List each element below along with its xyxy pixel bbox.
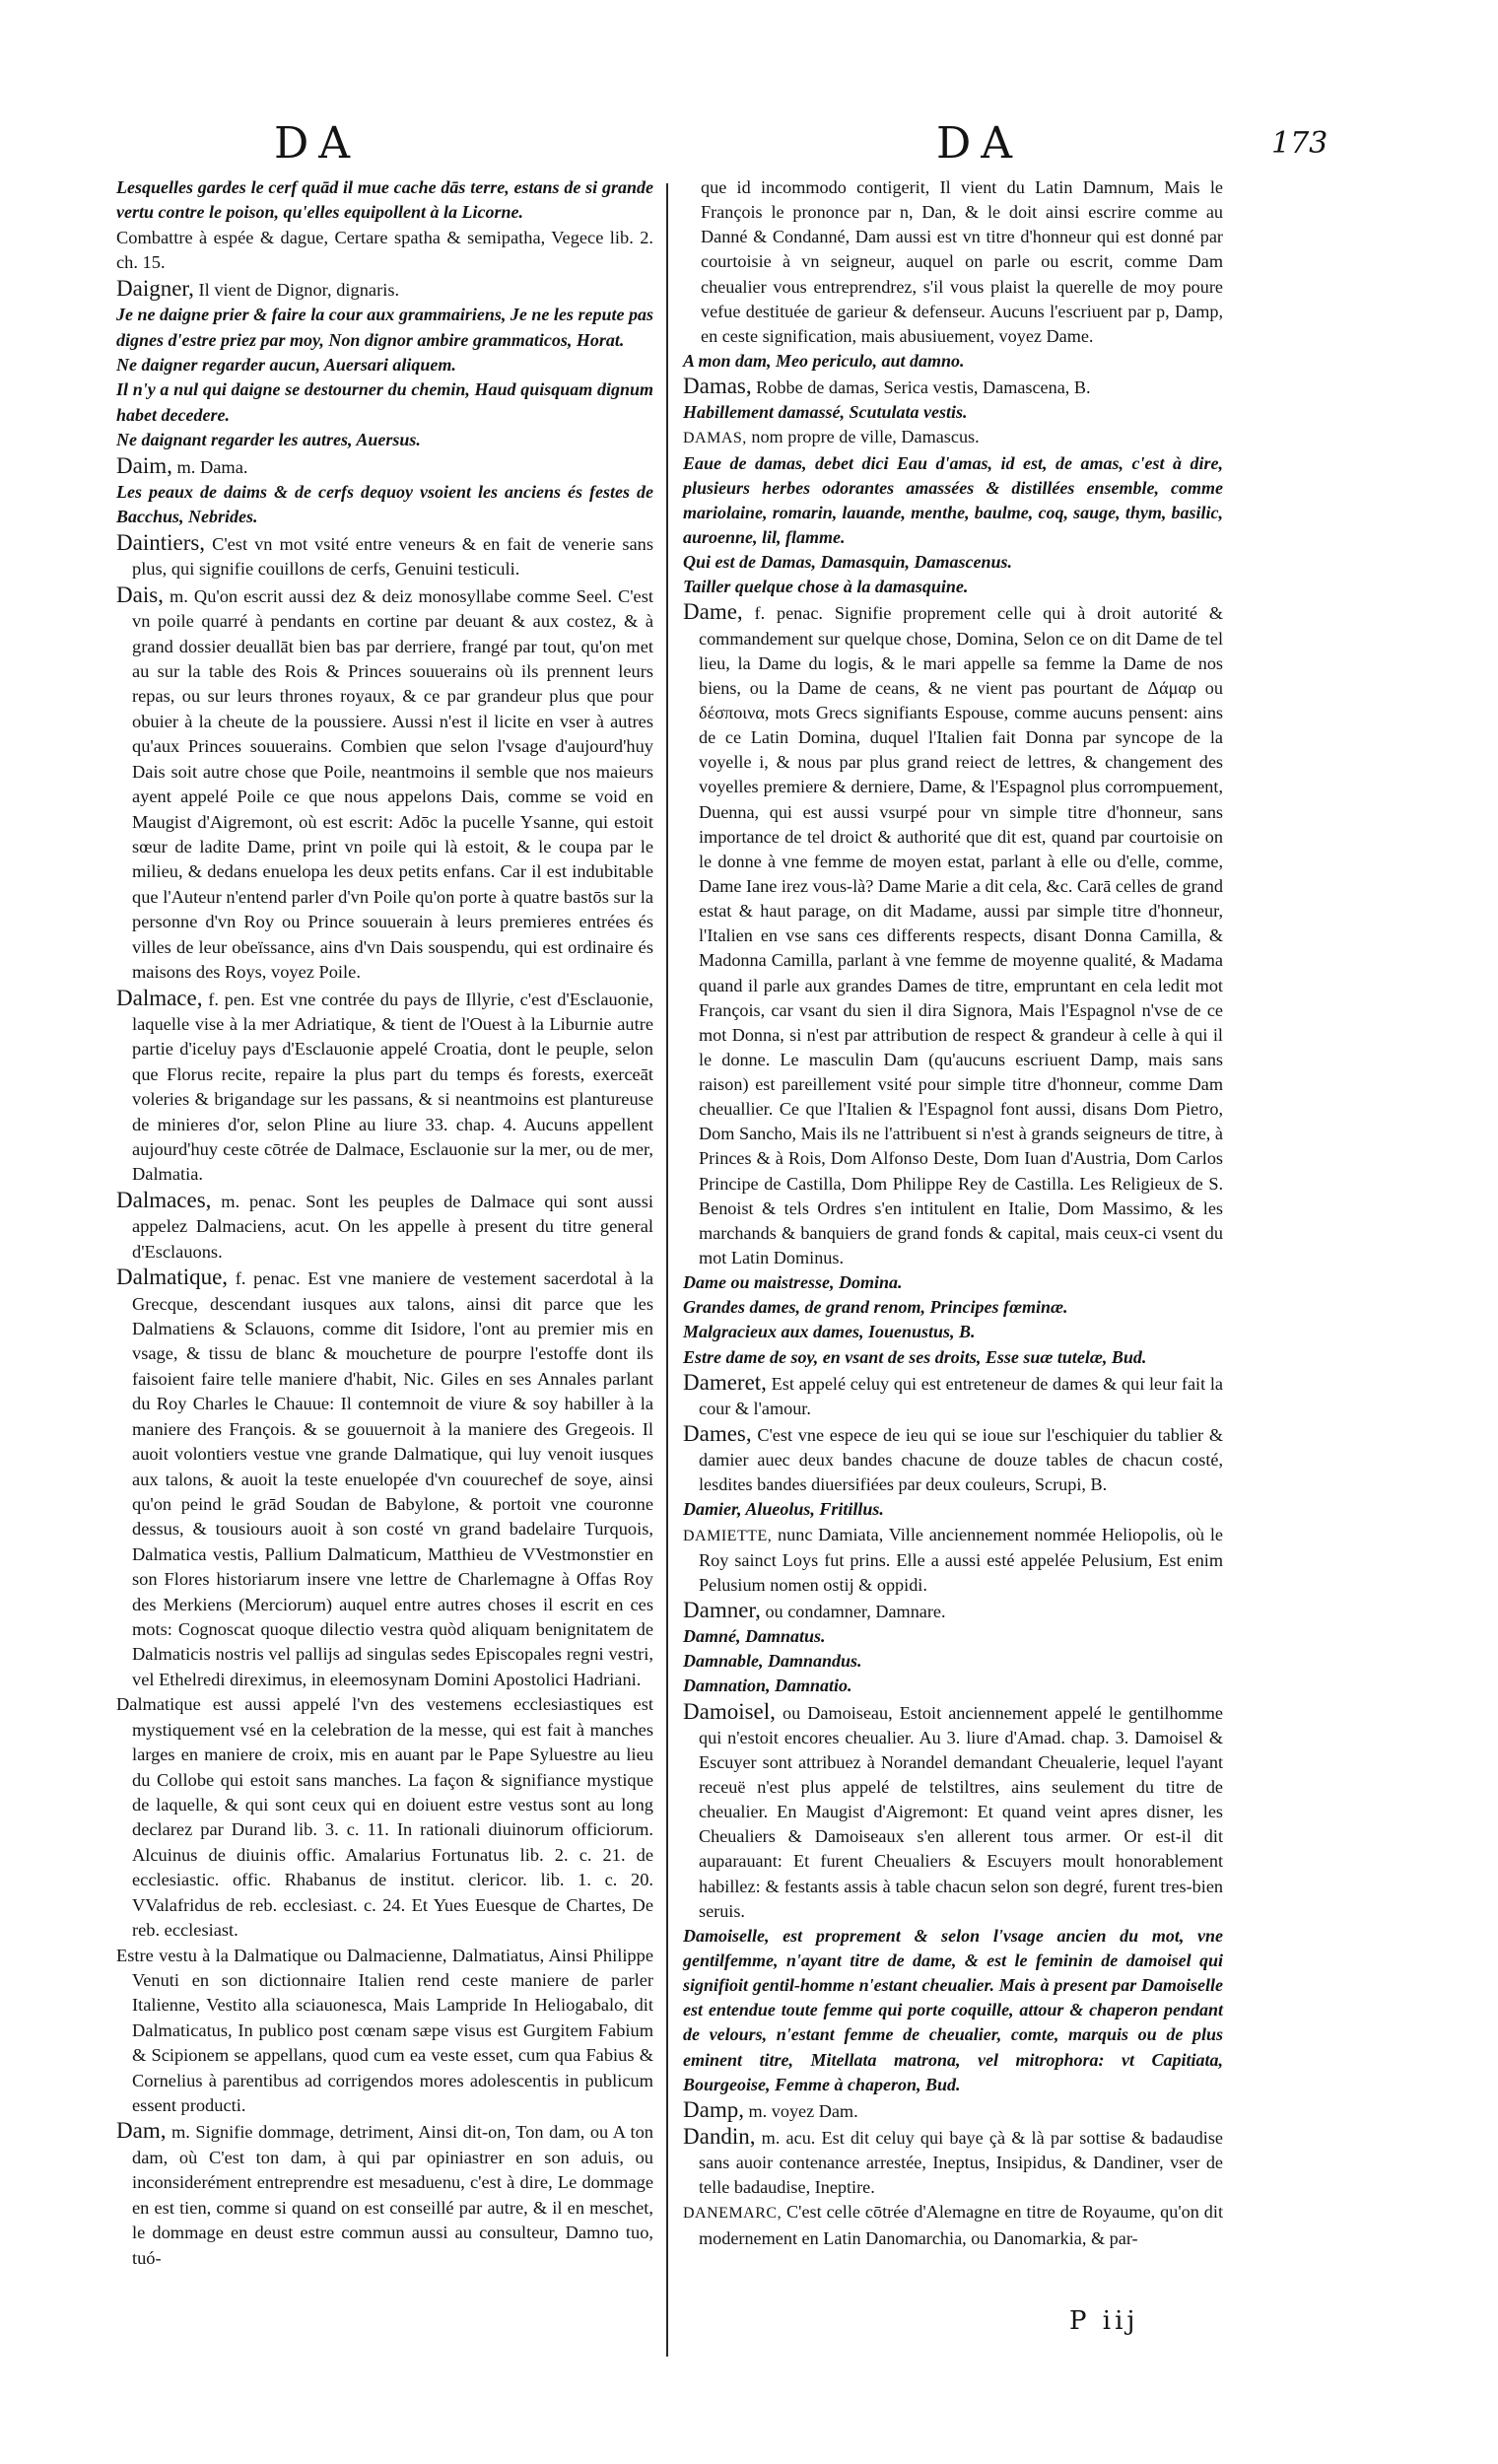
entry-text: Malgracieux aux dames, Iouenustus, B. xyxy=(683,1322,976,1342)
dictionary-entry xyxy=(683,1295,1223,1320)
dictionary-entry xyxy=(116,1188,653,1265)
entry-headword: Dais, xyxy=(116,582,164,607)
entry-text: Damnation, Damnatio. xyxy=(683,1676,852,1696)
entry-text: Il n'y a nul qui daigne se destourner du chemin, Haud quisquam dignum habet decedere. xyxy=(116,379,653,425)
entry-text: m. Dama. xyxy=(176,456,248,477)
entry-headword: Dameret, xyxy=(683,1369,767,1395)
entry-text: Estre dame de soy, en vsant de ses droits, Esse suæ tutelæ, Bud. xyxy=(683,1346,1147,1367)
entry-text: nom propre de ville, Damascus. xyxy=(751,427,980,447)
dictionary-entry xyxy=(116,377,653,428)
dictionary-entry xyxy=(683,550,1223,575)
dictionary-entry xyxy=(683,575,1223,599)
dictionary-entry xyxy=(683,349,1223,374)
entry-text: m. acu. Est dit celuy qui baye çà & là par sottise & badaudise sans auoir contenance arrestée, Ineptus, Insipidus, & Dandiner, vser de telle badaudise, Ineptire. xyxy=(699,2127,1224,2198)
dictionary-entry xyxy=(683,1699,1223,1924)
dictionary-entry xyxy=(116,226,653,276)
dictionary-entry xyxy=(683,2097,1223,2124)
dictionary-entry xyxy=(683,400,1223,425)
entry-headword: Dames, xyxy=(683,1421,752,1447)
entry-text: Damoiselle, est proprement & selon l'vsage ancien du mot, vne gentilfemme, n'ayant titre de dame, & est le feminin de damoisel qui signifioit gentil-homme n'estant cheualier. Mais à present par Damoiselle est entendue toute femme qui porte coquille, attour & chaperon pendant de velours, n'estant femme de cheualier, comte, marquis ou de plus eminent titre, Mitellata matrona, vel mitrophora: vt Capitiata, Bourgeoise, Femme à chaperon, Bud. xyxy=(683,1925,1223,2094)
dictionary-entry xyxy=(116,453,653,480)
dictionary-entry xyxy=(116,276,653,303)
entry-text: Lesquelles gardes le cerf quād il mue cache dās terre, estans de si grande vertu contre le poison, qu'elles equipollent à la Licorne. xyxy=(116,177,653,223)
entry-text: ou condamner, Damnare. xyxy=(765,1602,946,1622)
entry-text: f. pen. Est vne contrée du pays de Illyrie, c'est d'Esclauonie, laquelle vise à la mer Adriatique, & tient de l'Ouest à la Liburnie autre partie d'iceluy pays d'Esclauonie appelé Croatia, dont le peuple, selon que Florus recite, repaire la plus part du temps és forests, exerceāt voleries & brigandage sur les passans, & si neantmoins est plantureuse de minieres d'or, selon Pline au liure 33. chap. 4. Aucuns appellent aujourd'huy ceste cōtrée de Dalmace, Esclauonie sur la mer, ou de mer, Dalmatia. xyxy=(132,989,653,1185)
entry-headword: Dalmatique, xyxy=(116,1265,229,1290)
entry-text: Est appelé celuy qui est entreteneur de dames & qui leur fait la cour & l'amour. xyxy=(699,1373,1223,1418)
right-column xyxy=(683,175,1223,2251)
entry-headword: Dalmaces, xyxy=(116,1187,212,1212)
entry-text: que id incommodo contigerit, Il vient du Latin Damnum, Mais le François le prononce par n, Dan, & le doit ainsi escrire comme au Danné & Condanné, Dam aussi est vn titre d'honneur qui est donné par courtoisie à vn seigneur, auquel on parle ou escrit, comme Dam cheualier vous entreprendrez, s'il vous plaist la querelle de moy poure vefue destituée de garieur & defenseur. Aucuns l'escriuent par p, Damp, en ceste signification, mais abusiuement, voyez Dame. xyxy=(701,177,1223,346)
dictionary-entry xyxy=(116,353,653,377)
dictionary-entry xyxy=(683,1345,1223,1370)
entry-text: C'est celle cōtrée d'Alemagne en titre de Royaume, qu'on dit modernement en Latin Danomarchia, ou Danomarkia, & par- xyxy=(699,2202,1223,2248)
dictionary-entry xyxy=(683,425,1223,450)
entry-text: Les peaux de daims & de cerfs dequoy vsoient les anciens és festes de Bacchus, Nebrides. xyxy=(116,482,653,527)
dictionary-entry xyxy=(683,599,1223,1270)
entry-text: m. Qu'on escrit aussi dez & deiz monosyllabe comme Seel. C'est vn poile quarré à pendants en cortine par deuant & aux costez, & à grand dossier deuallāt bien bas par derriere, frangé par tout, qu'on met au sur la table des Rois & Princes souuerains où ils prennent leurs repas, ou sur leurs thrones royaux, & ce par grandeur plus que pour obuier à la cheute de la poussiere. Aussi n'est il licite en vser à autres qu'aux Princes souuerains. Combien que selon l'vsage d'aujourd'huy Dais soit autre chose que Poile, neantmoins il semble que nos maieurs ayent appelé Poile ce que nous appelons Dais, comme se void en Maugist d'Aigremont, où est escrit: Adōc la pucelle Ysanne, qui estoit sœur de ladite Dame, print vn poile qui là estoit, & le coupa par le milieu, & dedans enuelopa les deux petits enfans. Car il est indubitable que l'Auteur n'entend parler d'vn Poile qu'on porte à quatre bastōs sur la personne d'vn Roy ou Prince souuerain à leurs premieres entrées és villes de leur obeïssance, ains d'vn Dais souspendu, qui est ordinaire és maisons des Roys, voyez Poile. xyxy=(132,585,653,983)
entry-text: Combattre à espée & dague, Certare spatha & semipatha, Vegece lib. 2. ch. 15. xyxy=(116,227,653,273)
dictionary-entry xyxy=(683,1924,1223,2097)
entry-text: C'est vne espece de ieu qui se ioue sur l'eschiquier du tablier & damier auec deux bandes chacune de douze tables de chacun costé, lesdites bandes diuersifiées par deux couleurs, Scrupi, B. xyxy=(699,1425,1224,1495)
entry-text: Ne daigner regarder aucun, Auersari aliquem. xyxy=(116,354,456,375)
dictionary-entry xyxy=(116,1944,653,2119)
entry-text: Je ne daigne prier & faire la cour aux grammairiens, Je ne les repute pas dignes d'estre priez par moy, Non dignor ambire grammaticos, Horat. xyxy=(116,305,653,350)
left-column xyxy=(116,175,653,2271)
entry-text: Qui est de Damas, Damasquin, Damascenus. xyxy=(683,552,1013,573)
page-number: 173 xyxy=(1271,126,1328,161)
entry-headword: DAMIETTE, xyxy=(683,1527,773,1544)
signature-mark: P iij xyxy=(1069,2306,1139,2336)
dictionary-entry xyxy=(683,374,1223,400)
entry-headword: Dalmace, xyxy=(116,985,203,1010)
entry-headword: Dandin, xyxy=(683,2123,756,2149)
entry-headword: Damp, xyxy=(683,2096,744,2122)
entry-text: Estre vestu à la Dalmatique ou Dalmacienne, Dalmatiatus, Ainsi Philippe Venuti en son dictionnaire Italien rend ceste maniere de parler Italienne, Vestito alla sciauonesca, Mais Lampride In Heliogabalo, dit Dalmaticatus, In publico post cœnam sæpe visus est Gurgitem Fabium & Scipionem se appellans, quod cum ea veste esset, cum qua Fabius & Cornelius à parentibus ad corrigendos mores adolescentis in publicum essent producti. xyxy=(116,1945,653,2116)
entry-headword: Daim, xyxy=(116,452,172,478)
entry-text: nunc Damiata, Ville anciennement nommée Heliopolis, où le Roy sainct Loys fut prins. Elle a aussi esté appelée Pelusium, Est enim Pelusium nomen ostij & oppidi. xyxy=(699,1524,1223,1595)
entry-text: Damnable, Damnandus. xyxy=(683,1651,862,1672)
dictionary-entry xyxy=(116,303,653,353)
entry-headword: Daintiers, xyxy=(116,529,206,555)
entry-text: Damné, Damnatus. xyxy=(683,1626,826,1647)
entry-text: C'est vn mot vsité entre veneurs & en fait de venerie sans plus, qui signifie couillons de cerfs, Genuini testiculi. xyxy=(132,533,653,580)
entry-text: Ne daignant regarder les autres, Auersus. xyxy=(116,430,421,450)
entry-text: m. penac. Sont les peuples de Dalmace qui sont aussi appelez Dalmaciens, acut. On les appelle à present du titre general d'Esclauons. xyxy=(132,1191,653,1262)
dictionary-entry xyxy=(683,175,1223,349)
entry-text: Damier, Alueolus, Fritillus. xyxy=(683,1499,884,1520)
entry-headword: Dam, xyxy=(116,2118,167,2144)
dictionary-entry xyxy=(683,1523,1223,1598)
dictionary-entry xyxy=(683,1624,1223,1649)
dictionary-entry xyxy=(116,530,653,582)
dictionary-entry xyxy=(116,986,653,1188)
running-head-left: DA xyxy=(274,118,361,169)
entry-text: Dalmatique est aussi appelé l'vn des vestemens ecclesiastiques est mystiquement vsé en la celebration de la messe, qui est fait à manches larges en maniere de croix, mis en auant par le Pape Syluestre au lieu du Collobe qui estoit sans manches. La façon & signifiance mystique de laquelle, & qui sont ceux qui en doiuent estre vestus sont au long declarez par Durand lib. 3. c. 11. In rationali diuinorum officiorum. Alcuinus de diuinis offic. Amalarius Fortunatus lib. 2. c. 21. de ecclesiastic. offic. Rhabanus de institut. clericor. lib. 1. c. 20. VValafridus de reb. ecclesiast. c. 24. Et Yues Euesque de Chartes, De reb. ecclesiast. xyxy=(116,1694,653,1941)
entry-headword: DANEMARC, xyxy=(683,2205,783,2223)
entry-headword: Damner, xyxy=(683,1598,761,1623)
dictionary-entry xyxy=(683,1674,1223,1698)
dictionary-entry xyxy=(116,2118,653,2271)
entry-text: f. penac. Signifie proprement celle qui à droit autorité & commandement sur quelque chose, Domina, Selon ce on dit Dame de tel lieu, la Dame du logis, & le mari appelle sa femme la Dame de nos biens, ou la Dame de ceans, & ne vient pas pourtant de Δάμαρ ou δέσποινα, mots Grecs signifiants Espouse, comme aucuns pensent: ains de ce Latin Domina, duquel l'Italien fait Donna par syncope de la voyelle i, & nous par plus grand reiect de lettres, & changement des voyelles premiere & derniere, Dame, & l'Espagnol plus corrompuement, Duenna, qui est aussi vsurpé pour vn simple titre d'honneur, sans importance de tel droict & authorité que dit est, quand par courtoisie on le donne à vne femme de moyen estat, parlant à elle ou d'elle, comme, Dame Iane irez vous-là? Dame Marie a dit cela, &c. Carā celles de grand estat & haut parage, on dit Madame, aussi par simple titre d'honneur, l'Italien en vse sans ces differents respects, disant Donna Camilla, & Madonna Camilla, parlant à vne femme de moyenne qualité, & Madama quand il parle aux grandes Dames de titre, empruntant en cela ledit mot François, car vsant du sien il dira Signora, Mais l'Espagnol n'vse de ce mot Donna, si n'est par attribution de respect & grandeur à celle à qui il le donne. Le masculin Dam (qu'aucuns escriuent Damp, mais sans raison) est pareillement vsité pour simple titre d'honneur, comme Dam cheuallier. Ce que l'Italien & l'Espagnol font aussi, disans Dom Pietro, Dom Sancho, Mais ils ne l'attribuent si n'est à grands seigneurs de titre, à Princes & à Rois, Dom Alfonso Deste, Dom Iuan d'Austria, Dom Carlos Principe de Castilla, Dom Philippe Rey de Castilla. Les Religieux de S. Benoist & tels Ordres s'en intitulent en Italie, Dom Massimo, & les marchands & banquiers de grand fonds & capital, mais ceux-ci vsent du mot Latin Dominus. xyxy=(699,603,1223,1268)
entry-text: A mon dam, Meo periculo, aut damno. xyxy=(683,350,965,371)
entry-headword: DAMAS, xyxy=(683,430,747,447)
column-divider xyxy=(666,183,668,2357)
entry-headword: Daigner, xyxy=(116,275,194,301)
dictionary-entry xyxy=(683,1270,1223,1295)
dictionary-entry xyxy=(683,1421,1223,1497)
entry-text: Tailler quelque chose à la damasquine. xyxy=(683,577,969,597)
entry-headword: Dame, xyxy=(683,599,743,625)
entry-headword: Damas, xyxy=(683,374,752,399)
dictionary-entry xyxy=(683,1649,1223,1674)
entry-headword: Damoisel, xyxy=(683,1698,776,1724)
dictionary-entry xyxy=(683,2200,1223,2250)
dictionary-entry xyxy=(116,1265,653,1692)
entry-text: m. Signifie dommage, detriment, Ainsi dit-on, Ton dam, ou A ton dam, où C'est ton dam, à qui par opiniastrer en son aduis, ou inconsiderément entreprendre est mesaduenu, c'est à dire, Le dommage en est tien, comme si quand on est conseillé par autre, & il en meschet, le dommage en deust estre commun aussi au consulteur, Damno tuo, tuó- xyxy=(132,2122,653,2268)
dictionary-entry xyxy=(683,1370,1223,1421)
dictionary-entry xyxy=(116,1692,653,1943)
entry-text: Grandes dames, de grand renom, Principes fœminæ. xyxy=(683,1297,1068,1318)
dictionary-entry xyxy=(116,582,653,986)
entry-text: f. penac. Est vne maniere de vestement sacerdotal à la Grecque, descendant iusques aux talons, ainsi dit parce que les Dalmatiens & Sclauons, comme dit Isidore, l'ont au premier mis en vsage, & tissu de blanc & moucheture de pourpre l'estoffe dont ils faisoient faire telle maniere d'habit, Nic. Giles en ses Annales parlant du Roy Charles le Chauue: Il contemnoit de viure & soy habiller à la maniere des François. & se gouuernoit à la maniere des Gregeois. Il auoit volontiers vestue vne grande Dalmatique, qui luy venoit iusques aux talons, & auoit la teste enuelopée d'vn couurechef de soye, ainsi qu'on peind le grād Soudan de Babylone, & portoit vne couronne dessus, & tousiours auoit à son costé vn grand badelaire Turquois, Dalmatica vestis, Pallium Dalmaticum, Matthieu de VVestmonstier en son Flores historiarum insere vne lettre de Charlemagne à Offas Roy des Merkiens (Merciorum) auquel entre autres choses il escrit en ces mots: Cognoscat quoque dilectio vestra quòd aliquam benignitatem de Dalmaticis nostris vel pallijs ad singulas sedes Episcopales regni vestri, vel Ethelredi direximus, in eleemosynam Domini Apostolici Hadriani. xyxy=(132,1268,653,1689)
dictionary-entry xyxy=(683,1497,1223,1522)
dictionary-entry xyxy=(683,2124,1223,2200)
dictionary-entry xyxy=(683,1598,1223,1624)
entry-text: m. voyez Dam. xyxy=(748,2100,858,2121)
running-head-right: DA xyxy=(936,118,1023,169)
entry-text: ou Damoiseau, Estoit anciennement appelé le gentilhomme qui n'estoit encores cheualier. Au 3. liure d'Amad. chap. 3. Damoisel & Escuyer sont attribuez à Norandel demandant Cheualerie, lequel l'ayant receuë n'est plus appelé de telstiltres, ains seulement du titre de cheualier. En Maugist d'Aigremont: Et quand veint apres disner, les Cheualiers & Damoiseaux s'en allerent tous armer. Or est-il dit auparauant: Et furent Cheualiers & Escuyers moult honorablement habillez: & festants assis à table chacun selon son degré, furent tres-bien seruis. xyxy=(699,1702,1223,1921)
entry-text: Habillement damassé, Scutulata vestis. xyxy=(683,402,968,423)
dictionary-entry xyxy=(683,451,1223,551)
entry-text: Robbe de damas, Serica vestis, Damascena, B. xyxy=(756,377,1091,398)
entry-text: Il vient de Dignor, dignaris. xyxy=(198,279,400,300)
entry-text: Dame ou maistresse, Domina. xyxy=(683,1272,903,1293)
dictionary-entry xyxy=(683,1320,1223,1344)
dictionary-entry xyxy=(116,175,653,226)
dictionary-entry xyxy=(116,480,653,530)
entry-text: Eaue de damas, debet dici Eau d'amas, id est, de amas, c'est à dire, plusieurs herbes odorantes amassées & distillées ensemble, comme mariolaine, romarin, lauande, menthe, baulme, coq, sauge, thym, basilic, auroenne, lil, flamme. xyxy=(683,452,1223,547)
dictionary-entry xyxy=(116,428,653,452)
